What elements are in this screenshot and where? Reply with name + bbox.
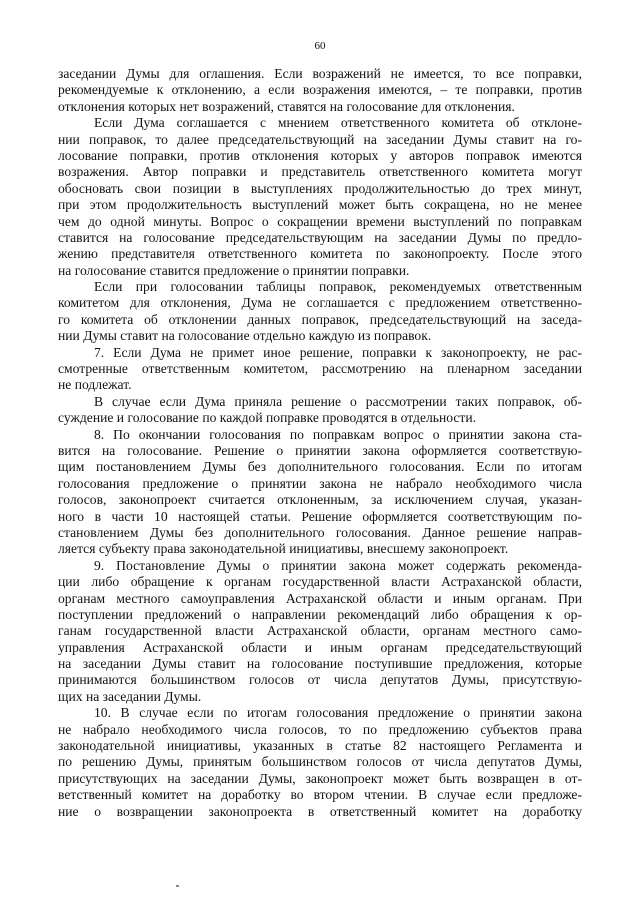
text-line: комитетом для отклонения, Дума не соглашается с предложением ответственно- (58, 295, 582, 311)
text-line: ного в части 10 настоящей статьи. Решение оформляется соответствующим по- (58, 508, 582, 524)
text-line: жению представителя ответственного комитета по законопроекту. После этого (58, 246, 582, 262)
text-line: становлением Думы без дополнительного голосования. Данное решение направ- (58, 524, 582, 540)
text-line: щим постановлением Думы без дополнительного голосования. Если по итогам (58, 459, 582, 475)
text-line: ции либо обращение к органам государственной власти Астраханской области, (58, 574, 582, 590)
text-line: на заседании Думы ставит на голосование поступившие предложения, которые (58, 656, 582, 672)
text-line: ляется субъекту права законодательной инициативы, внесшему законопроект. (58, 541, 509, 557)
text-line: возражения. Автор поправки и представитель ответственного комитета могут (58, 164, 582, 180)
text-line: при этом продолжительность выступлений может быть сокращена, но не менее (58, 197, 582, 213)
scan-artifact (176, 885, 179, 887)
text-line: щих на заседании Думы. (58, 688, 202, 704)
text-line: на голосование ставится предложение о принятии поправки. (58, 262, 410, 278)
text-line: чем до одной минуты. Вопрос о сокращении времени выступлений по поправкам (58, 213, 582, 229)
text-line: В случае если Дума приняла решение о рассмотрении таких поправок, об- (94, 393, 582, 409)
text-line: законодательной инициативы, указанных в статье 82 настоящего Регламента и (58, 738, 582, 754)
text-line: поступлении предложений о направлении рекомендаций либо обращения к ор- (58, 606, 582, 622)
text-line: присутствующих на заседании Думы, законопроект может быть возвращен в от- (58, 770, 582, 786)
text-line: заседании Думы для оглашения. Если возражений не имеется, то все поправки, (58, 66, 582, 81)
text-line: по решению Думы, принятым большинством голосов от числа депутатов Думы, (58, 754, 582, 770)
text-line: голосов, законопроект считается отклоненным, за исключением случая, указан- (58, 492, 582, 508)
text-line: ветственный комитет на доработку во втором чтении. В случае если предложе- (58, 787, 582, 803)
text-line: ганам государственной власти Астраханской области, органам местного само- (58, 623, 582, 639)
text-line: не подлежат. (58, 377, 132, 393)
text-line: голосования предложение о принятии закона не набрало необходимого числа (58, 475, 582, 491)
text-line: нии поправок, то далее председательствующий на заседании Думы ставит на го- (58, 131, 582, 147)
text-line: 10. В случае если по итогам голосования предложение о принятии закона (94, 705, 582, 721)
text-line: Если Дума соглашается с мнением ответственного комитета об отклоне- (94, 115, 582, 131)
text-line: ние о возвращении законопроекта в ответственный комитет на доработку (58, 803, 582, 819)
text-line: суждение и голосование по каждой поправке проводятся в отдельности. (58, 410, 477, 426)
page-number: 60 (314, 40, 326, 52)
text-line: смотренные ответственным комитетом, рассмотрению на пленарном заседании (58, 361, 582, 377)
text-line: вится на голосование. Решение о принятии закона оформляется соответствую- (58, 442, 582, 458)
text-line: 8. По окончании голосования по поправкам вопрос о принятии закона ста- (94, 426, 582, 442)
text-line: ставится на голосование председательствующим на заседании Думы по предло- (58, 229, 582, 245)
text-line: нии Думы ставит на голосование отдельно каждую из поправок. (58, 328, 432, 344)
text-line: лосование поправки, против отклонения которых у авторов поправок имеются (58, 147, 582, 163)
text-line: 9. Постановление Думы о принятии закона может содержать рекоменда- (94, 557, 582, 573)
text-line: органам местного самоуправления Астраханской области и иным органам. При (58, 590, 582, 606)
text-line: управления Астраханской области и иным органам председательствующий (58, 639, 582, 655)
text-line: не набрало необходимого числа голосов, то по предложению субъектов права (58, 721, 582, 737)
text-line: Если при голосовании таблицы поправок, рекомендуемых ответственным (94, 279, 582, 295)
text-line: рекомендуемые к отклонению, а если возражения имеются, – те поправки, против (58, 82, 582, 98)
text-line: принимаются большинством голосов от числа депутатов Думы, присутствую- (58, 672, 582, 688)
text-line: го комитета об отклонении данных поправок, председательствующий на заседа- (58, 311, 582, 327)
text-line: отклонения которых нет возражений, ставятся на голосование для отклонения. (58, 98, 515, 114)
text-line: 7. Если Дума не примет иное решение, поправки к законопроекту, не рас- (94, 344, 582, 360)
text-line: обосновать свои позиции в выступлениях продолжительностью до трех минут, (58, 180, 582, 196)
body-text (58, 66, 582, 820)
